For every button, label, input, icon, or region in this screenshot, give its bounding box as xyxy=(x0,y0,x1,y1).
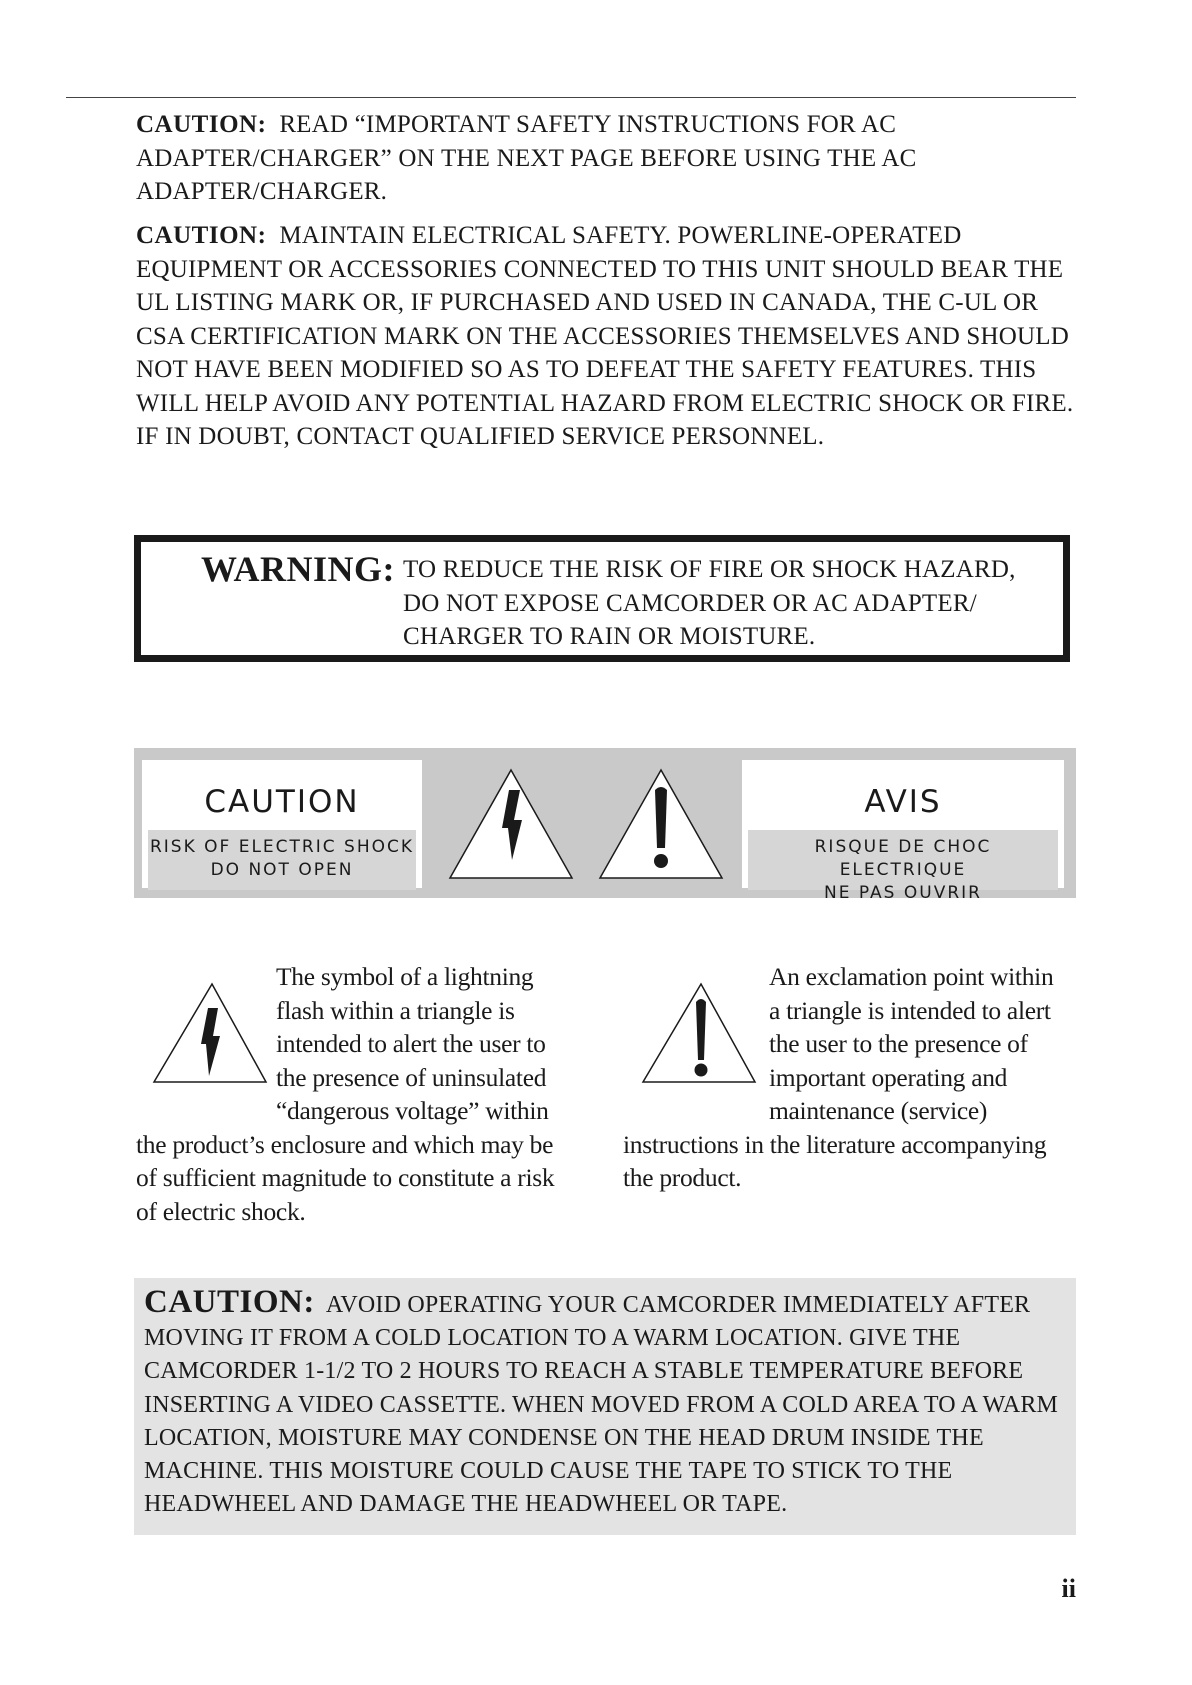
exclamation-symbol-text: An exclamation point within a triangle is intended to alert the user to the presence of important operating and maintenance (service) instructions in the literature accompanying the product. xyxy=(623,962,1054,1192)
warning-line: DO NOT EXPOSE CAMCORDER OR AC ADAPTER/ xyxy=(403,589,977,617)
caution-moisture-text: AVOID OPERATING YOUR CAMCORDER IMMEDIATELY AFTER MOVING IT FROM A COLD LOCATION TO A WARM LOCATION. GIVE THE CAMCORDER 1-1/2 TO 2 HOURS TO REACH A STABLE TEMPERATURE BEFORE INSERTING A VIDEO CASSETTE. WHEN MOVED FROM A COLD AREA TO A WARM LOCATION, MOISTURE MAY CONDENSE ON THE HEAD DRUM INSIDE THE MACHINE. THIS MOISTURE COULD CAUSE THE TAPE TO STICK TO THE HEADWHEEL AND DAMAGE THE HEADWHEEL OR TAPE. xyxy=(144,1292,1059,1518)
caution-moisture-box xyxy=(134,1278,1076,1535)
exclamation-triangle-icon xyxy=(598,768,724,880)
lightning-symbol-text: The symbol of a lightning flash within a triangle is intended to alert the user to the presence of uninsulated “dangerous voltage” within the product’s enclosure and which may be of sufficient magnitude to constitute a risk of electric shock. xyxy=(136,962,555,1226)
caution-label-panel xyxy=(142,760,422,888)
label-subtext-line: RISK OF ELECTRIC SHOCK xyxy=(149,837,414,857)
caution-moisture-paragraph xyxy=(144,1286,1064,1521)
caution-label: CAUTION: xyxy=(144,1284,315,1320)
top-rule xyxy=(66,97,1076,98)
caution-electrical-paragraph xyxy=(136,219,1076,454)
label-subtext-line: DO NOT OPEN xyxy=(210,860,354,880)
shock-hazard-label xyxy=(134,748,1076,903)
caution-label: CAUTION: xyxy=(136,222,267,249)
lightning-triangle-icon xyxy=(136,980,276,1112)
caution-electrical-text: MAINTAIN ELECTRICAL SAFETY. POWERLINE-OPERATED EQUIPMENT OR ACCESSORIES CONNECTED TO THIS UNIT SHOULD BEAR THE UL LISTING MARK OR, IF PURCHASED AND USED IN CANADA, THE C-UL OR CSA CERTIFICATION MARK ON THE ACCESSORIES THEMSELVES AND SHOULD NOT HAVE BEEN MODIFIED SO AS TO DEFEAT THE SAFETY FEATURES. THIS WILL HELP AVOID ANY POTENTIAL HAZARD FROM ELECTRIC SHOCK OR FIRE. IF IN DOUBT, CONTACT QUALIFIED SERVICE PERSONNEL. xyxy=(136,222,1074,450)
label-title-avis: AVIS xyxy=(864,784,942,820)
caution-label: CAUTION: xyxy=(136,111,267,138)
warning-text xyxy=(403,553,1063,654)
caution-adapter-text: READ “IMPORTANT SAFETY INSTRUCTIONS FOR AC ADAPTER/CHARGER” ON THE NEXT PAGE BEFORE USING THE AC ADAPTER/CHARGER. xyxy=(136,111,917,205)
caution-adapter-paragraph xyxy=(136,108,1076,209)
exclamation-triangle-icon xyxy=(633,980,769,1112)
label-subtext-caution xyxy=(148,830,416,890)
label-subtext-line: NE PAS OUVRIR xyxy=(824,883,982,903)
warning-label: WARNING: xyxy=(201,549,396,589)
lightning-symbol-explanation xyxy=(136,960,576,1228)
warning-line: TO REDUCE THE RISK OF FIRE OR SHOCK HAZARD, xyxy=(403,556,1016,583)
label-subtext-line: RISQUE DE CHOC ELECTRIQUE xyxy=(814,837,992,880)
label-subtext-avis xyxy=(748,830,1058,903)
exclamation-symbol-explanation xyxy=(623,960,1063,1195)
label-title-caution: CAUTION xyxy=(204,784,360,820)
lightning-triangle-icon xyxy=(448,768,574,880)
warning-line: CHARGER TO RAIN OR MOISTURE. xyxy=(403,623,816,650)
warning-box xyxy=(134,535,1070,662)
avis-label-panel xyxy=(742,760,1064,903)
page-number: ii xyxy=(1061,1574,1076,1603)
